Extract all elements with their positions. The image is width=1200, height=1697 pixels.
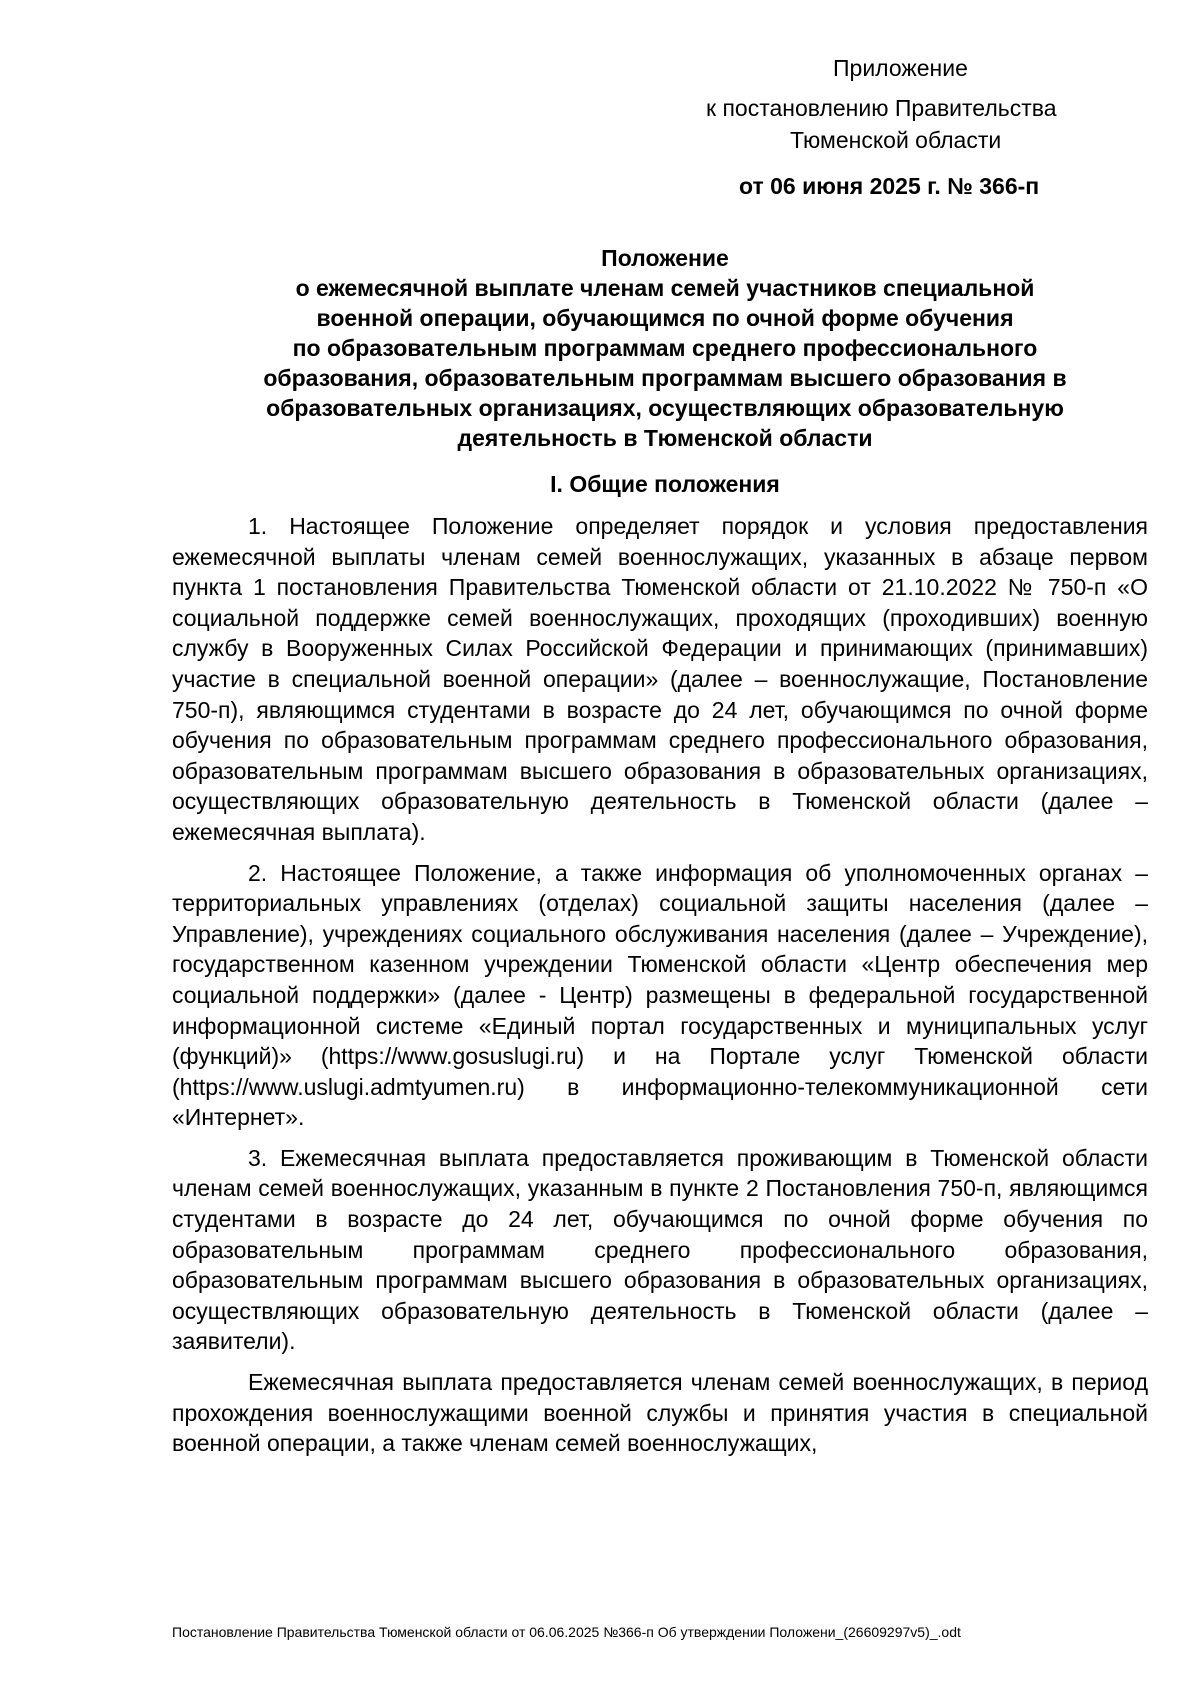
approval-region-line: Тюменской области — [790, 127, 1002, 153]
document-title — [170, 243, 1160, 453]
title-line-1: Положение — [601, 245, 729, 271]
approval-date-number: от 06 июня 2025 г. № 366-п — [739, 173, 1040, 199]
title-line-3: военной операции, обучающимся по очной форме обучения — [316, 305, 1014, 331]
paragraph-4: Ежемесячная выплата предоставляется членам семей военнослужащих, в период прохождения военнослужащими военной службы и принятия участия в специальной военной операции, а также членам семей военнослужащих, — [172, 1369, 1148, 1457]
page-footer: Постановление Правительства Тюменской области от 06.06.2025 №366-п Об утверждении Положени_(26609297v5)_.odt — [172, 1624, 961, 1640]
approval-annex-label: Приложение — [833, 55, 968, 81]
title-line-4: по образовательным программам среднего профессионального — [292, 335, 1038, 361]
paragraph-1: 1. Настоящее Положение определяет порядок и условия предоставления ежемесячной выплаты членам семей военнослужащих, указанных в абзаце первом пункта 1 постановления Правительства Тюменской области от 21.10.2022 № 750-п «О социальной поддержке семей военнослужащих, проходящих (проходивших) военную службу в Вооруженных Силах Российской Федерации и принимающих (принимавших) участие в специальной военной операции» (далее – военнослужащие, Постановление 750-п), являющимся студентами в возрасте до 24 лет, обучающимся по очной форме обучения по образовательным программам среднего профессионального образования, образовательным программам высшего образования в образовательных организациях, осуществляющих образовательную деятельность в Тюменской области (далее – ежемесячная выплата). — [172, 513, 1148, 845]
section-heading: I. Общие положения — [550, 471, 780, 497]
title-line-7: деятельность в Тюменской области — [457, 425, 873, 451]
paragraph-3: 3. Ежемесячная выплата предоставляется проживающим в Тюменской области членам семей военнослужащих, указанным в пункте 2 Постановления 750-п, являющимся студентами в возрасте до 24 лет, обучающимся по очной форме обучения по образовательным программам среднего профессионального образования, образовательным программам высшего образования в образовательных организациях, осуществляющих образовательную деятельность в Тюменской области (далее – заявители). — [172, 1144, 1148, 1355]
title-line-6: образовательных организациях, осуществляющих образовательную — [266, 395, 1064, 421]
paragraph-2: 2. Настоящее Положение, а также информация об уполномоченных органах – территориальных управлениях (отделах) социальной защиты населения (далее – Управление), учреждениях социального обслуживания населения (далее – Учреждение), государственном казенном учреждении Тюменской области «Центр обеспечения мер социальной поддержки» (далее - Центр) размещены в федеральной государственной информационной системе «Единый портал государственных и муниципальных услуг (функций)» (https://www.gosuslugi.ru) и на Портале услуг Тюменской области (https://www.uslugi.admtyumen.ru) в информационно-телекоммуникационной сети «Интернет». — [172, 859, 1148, 1131]
title-line-2: о ежемесячной выплате членам семей участников специальной — [295, 275, 1035, 301]
document-body — [172, 511, 1148, 1469]
approval-decree-line: к постановлению Правительства — [706, 95, 1057, 121]
title-line-5: образования, образовательным программам высшего образования в — [263, 365, 1067, 391]
